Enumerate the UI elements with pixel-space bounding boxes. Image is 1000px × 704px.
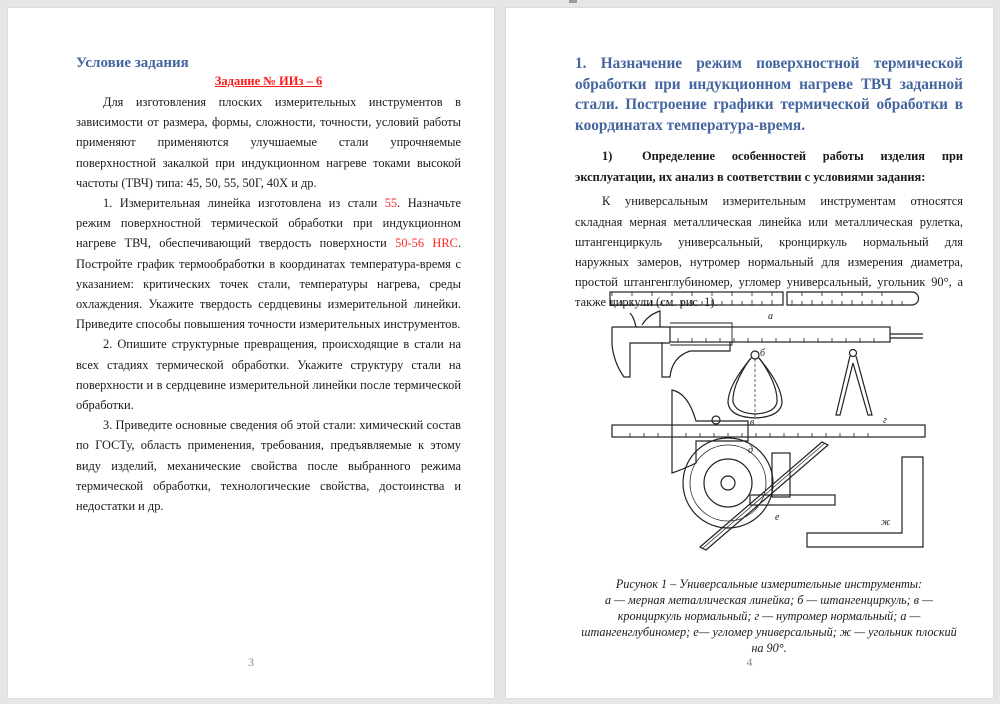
text: . Назначьте режим поверхностной термической обработки при индукционном нагреве ТВЧ, обеспечивающий твердость поверхности <box>76 196 461 251</box>
document-page-3 <box>8 8 494 698</box>
steel-grade: 55 <box>384 196 398 211</box>
figure-label-d: д <box>748 445 754 456</box>
figure-label-g: г <box>883 415 887 426</box>
page-number: 3 <box>248 657 254 669</box>
body-paragraph: К универсальным измерительным инструментам относятся складная мерная металлическая линейка или металлическая рулетка, штангенциркуль универсальный, кронциркуль нормальный для наружных замеров, нутромер нормальный для измерения диаметра, простой штангенглубиномер, угломер универсальный, угольник 90°, а также циркули (см. рис. 1). <box>575 194 963 310</box>
caption-legend: а — мерная металлическая линейка; б — штангенциркуль; в — кронциркуль нормальный; г — нутромер нормальный; а — штангенглубиномер; е— угломер универсальный; ж — угольник плоский на 90°. <box>581 593 957 655</box>
text: 1. Измерительная линейка изготовлена из стали <box>103 196 385 211</box>
subsection-text: Определение особенностей работы изделия при эксплуатации, их анализ в соответствии с условиями задания: <box>575 149 963 184</box>
figure-label-zh: ж <box>881 517 891 528</box>
outside-calipers-drawing <box>728 351 782 418</box>
task-label: Задание № ИИз – 6 <box>214 74 323 88</box>
task-item-1 <box>76 193 461 334</box>
text: . Постройте график термообработки в координатах температура-время с указанием: критических точек стали, температуры нагрева, среды охлаждения. Укажите твердость сердцевины измерительной линейки. Приведите способы повышения точности измерительных инструментов. <box>76 236 462 332</box>
inside-calipers-drawing <box>836 350 872 416</box>
figure-label-a: а <box>768 311 773 322</box>
figure-caption <box>575 576 963 656</box>
hardness-value: 50-56 HRC <box>395 236 458 251</box>
scrollbar-thumb[interactable] <box>569 0 577 3</box>
page-content <box>76 54 461 516</box>
figure-measuring-instruments <box>600 285 940 565</box>
figure-label-v: в <box>750 417 755 428</box>
task-item-3: 3. Приведите основные сведения об этой стали: химический состав по ГОСТу, область применения, требования, предъявляемые к этому виду изделий, механические свойства после выбранного режима термической обработки, технологические свойства, достоинства и недостатки и др. <box>76 418 461 514</box>
section-heading: 1. Назначение режим поверхностной термической обработки при индукционном нагреве ТВЧ заданной стали. Построение графики термической обработки в координатах температура-время. <box>575 55 963 134</box>
figure-label-b: б <box>760 348 766 359</box>
document-page-4 <box>506 8 993 698</box>
section-title: Условие задания <box>76 55 189 71</box>
subsection-heading <box>575 146 963 187</box>
intro-paragraph: Для изготовления плоских измерительных инструментов в зависимости от размера, формы, сложности, точности, условий работы применяют применяются улучшаемые стали упрочняемые поверхностной закалкой при индукционном нагреве токами высокой частоты (ТВЧ) типа: 45, 50, 55, 50Г, 40Х и др. <box>76 95 461 190</box>
caption-title: Рисунок 1 – Универсальные измерительные инструменты: <box>615 577 923 591</box>
figure-label-e: е <box>775 512 780 523</box>
subsection-number: 1) <box>602 149 613 164</box>
flat-square-drawing <box>807 457 923 547</box>
page-number: 4 <box>746 657 753 669</box>
depth-gauge-drawing <box>612 390 925 473</box>
task-item-2: 2. Опишите структурные превращения, происходящие в стали на всех стадиях термической обработки. Укажите структуру стали на поверхности и в сердцевине измерительной линейки после термической обработки. <box>76 337 461 413</box>
folding-ruler-drawing <box>610 292 919 305</box>
page-content <box>575 54 963 313</box>
